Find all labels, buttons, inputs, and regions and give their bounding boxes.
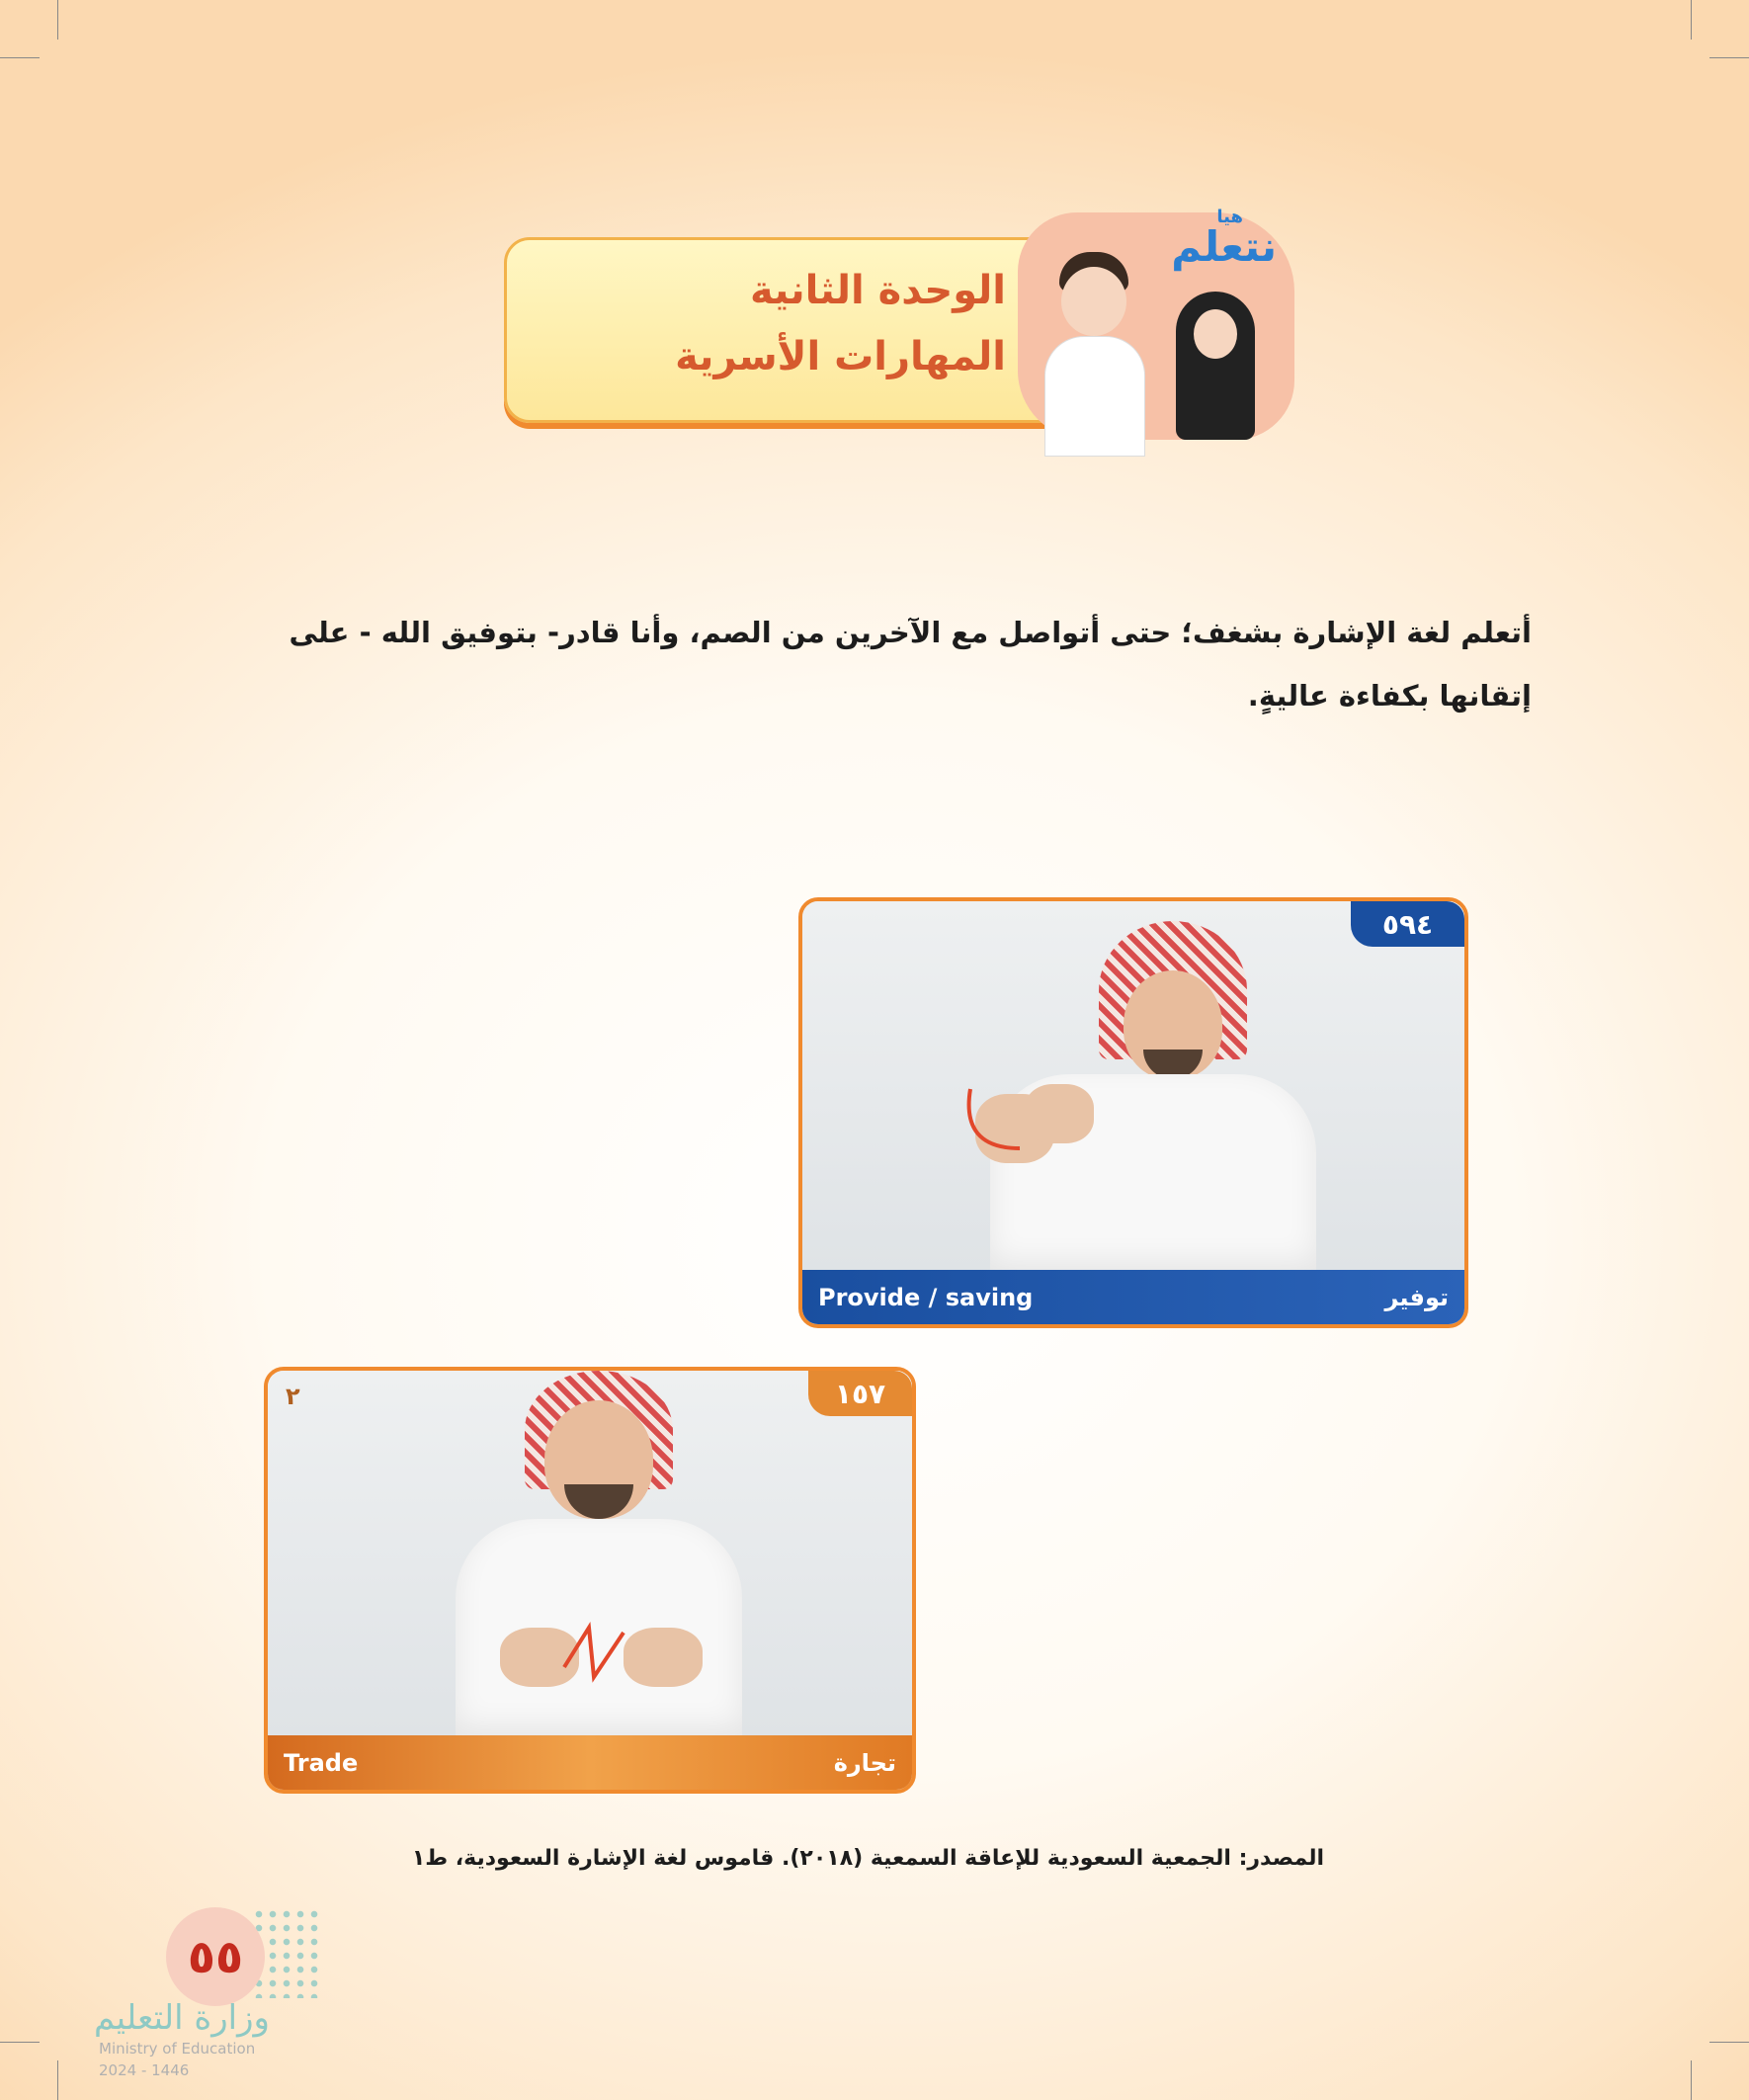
sign-caption-bar	[802, 1270, 1464, 1324]
boy-figure	[1040, 252, 1148, 440]
edition-year: 2024 - 1446	[99, 2061, 190, 2079]
lets-learn-mascot-illustration	[1018, 207, 1294, 440]
sign-label-arabic: توفير	[1384, 1283, 1449, 1311]
sign-caption-bar	[268, 1735, 912, 1790]
crop-mark	[1709, 2042, 1749, 2043]
crop-mark	[57, 2060, 58, 2100]
girl-figure	[1166, 292, 1265, 440]
unit-name-title: المهارات الأسرية	[675, 334, 1006, 379]
sign-number-badge: ٥٩٤	[1351, 901, 1464, 947]
sign-label-english: Provide / saving	[818, 1283, 1034, 1311]
ministry-name-english: Ministry of Education	[99, 2040, 256, 2058]
sign-number-badge: ١٥٧	[808, 1371, 912, 1416]
unit-number-title: الوحدة الثانية	[750, 268, 1006, 313]
sign-label-arabic: تجارة	[833, 1748, 896, 1777]
mascot-logo-small-text: هيا	[1216, 207, 1243, 227]
unit-title-banner	[504, 237, 1103, 423]
intro-line-2: إتقانها بكفاءة عاليةٍ.	[1247, 679, 1532, 713]
crop-mark	[1709, 57, 1749, 58]
source-citation: المصدر: الجمعية السعودية للإعاقة السمعية (٢٠١٨). قاموس لغة الإشارة السعودية، ط١	[411, 1846, 1324, 1871]
page-number: ٥٥	[166, 1907, 265, 2006]
crop-mark	[57, 0, 58, 40]
sign-card-trade	[264, 1367, 916, 1794]
sign-photo	[802, 901, 1464, 1270]
sign-photo	[268, 1371, 912, 1735]
motion-arrow-icon	[951, 1079, 1069, 1178]
crop-mark	[1691, 0, 1692, 40]
intro-line-1: أتعلم لغة الإشارة بشغف؛ حتى أتواصل مع الآخرين من الصم، وأنا قادر- بتوفيق الله - على	[289, 616, 1532, 649]
intro-paragraph	[282, 601, 1532, 727]
crop-mark	[1691, 2060, 1692, 2100]
sign-card-provide	[798, 897, 1468, 1328]
motion-arrow-icon	[554, 1608, 653, 1707]
crop-mark	[0, 2042, 40, 2043]
sign-corner-number: ٢	[286, 1383, 300, 1410]
ministry-name-arabic: وزارة التعليم	[94, 1998, 270, 2038]
mascot-logo-text: نتعلم	[1171, 222, 1277, 271]
crop-mark	[0, 57, 40, 58]
sign-label-english: Trade	[284, 1748, 359, 1777]
